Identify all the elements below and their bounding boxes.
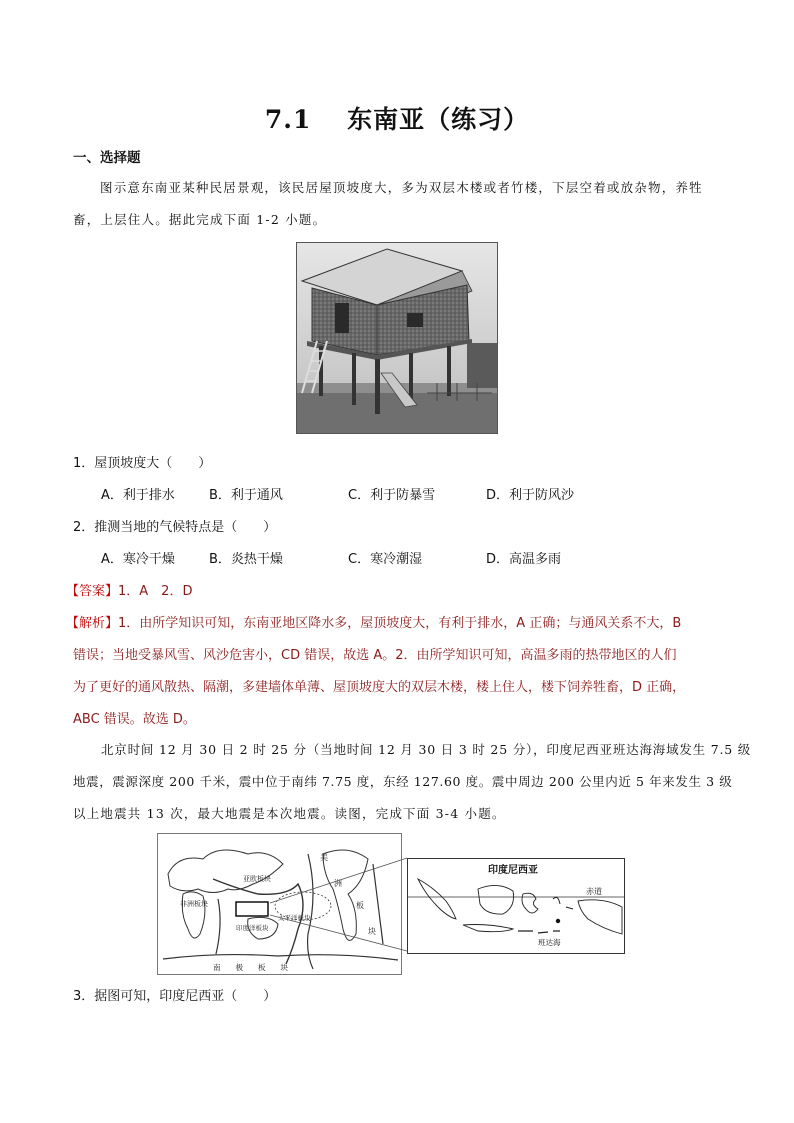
inset-map-title: 印度尼西亚 (488, 865, 538, 876)
question-3-stem: 3．据图可知，印度尼西亚（ ） (73, 989, 277, 1004)
question-2-option-b: B．炎热干燥 (209, 552, 283, 567)
analysis-line-1 (66, 612, 681, 631)
question-1-option-d: D．利于防风沙 (486, 488, 575, 503)
page-title: 7.1 东南亚（练习） (264, 105, 530, 134)
question-2-option-a: A．寒冷干燥 (101, 552, 175, 567)
label-antarctic-plate: 南 极 板 块 (213, 963, 288, 972)
question-1-stem: 1．屋顶坡度大（ ） (73, 456, 212, 471)
analysis-tag: 【解析】 (66, 616, 119, 631)
question-1-option-a: A．利于排水 (101, 488, 175, 503)
epicenter-marker (556, 919, 560, 923)
section-heading: 一、选择题 (73, 150, 141, 166)
indonesia-map-drawing (408, 859, 624, 953)
equator-label: 赤道 (586, 887, 602, 896)
indonesia-inset-map (407, 858, 625, 954)
label-pacific-plate: 太平洋板块 (278, 914, 311, 922)
analysis-line-2: 错误；当地受暴风雪、风沙危害小，CD 错误，故选 A。2．由所学知识可知，高温多雨的热带地区的人们 (73, 648, 677, 663)
label-america-1: 美 (320, 853, 328, 862)
intro-paragraph-1-line-2: 畜，上层住人。据此完成下面 1-2 小题。 (73, 212, 327, 227)
analysis-text-1: 1．由所学知识可知，东南亚地区降水多，屋顶坡度大，有利于排水，A 正确；与通风关系不大，B (118, 616, 682, 631)
question-2-stem: 2．推测当地的气候特点是（ ） (73, 520, 277, 535)
analysis-line-3: 为了更好的通风散热、隔潮，多建墙体单薄、屋顶坡度大的双层木楼，楼上住人，楼下饲养牲畜，D 正确， (73, 680, 686, 695)
label-indian-plate: 印度洋板块 (236, 924, 269, 932)
intro-paragraph-2-line-3: 以上地震共 13 次，最大地震是本次地震。读图，完成下面 3-4 小题。 (73, 806, 506, 821)
stilt-house-photo (296, 242, 498, 434)
question-2-option-c: C．寒冷潮湿 (348, 552, 423, 567)
label-block-char: 块 (368, 927, 376, 936)
answer-line (66, 580, 192, 599)
banda-sea-label: 班达海 (538, 938, 561, 947)
map-connector-lines (240, 855, 410, 955)
label-africa-plate: 非洲板块 (180, 900, 208, 908)
question-1-option-c: C．利于防暴雪 (348, 488, 436, 503)
stilt-house-illustration (297, 243, 497, 433)
analysis-line-4: ABC 错误。故选 D。 (73, 712, 196, 727)
intro-paragraph-1-line-1: 图示意东南亚某种民居景观，该民居屋顶坡度大，多为双层木楼或者竹楼，下层空着或放杂物，养牲 (100, 180, 703, 195)
label-plate-char: 板 (356, 901, 364, 910)
intro-paragraph-2-line-2: 地震，震源深度 200 千米，震中位于南纬 7.75 度，东经 127.60 度。震中周边 200 公里内近 5 年来发生 3 级 (73, 774, 733, 789)
answer-tag: 【答案】 (66, 584, 119, 599)
label-america-2: 洲 (334, 879, 342, 888)
label-eurasia-plate: 亚欧板块 (243, 875, 271, 883)
answer-text: 1．A 2．D (118, 584, 193, 599)
question-2-option-d: D．高温多雨 (486, 552, 562, 567)
intro-paragraph-2-line-1: 北京时间 12 月 30 日 2 时 25 分（当地时间 12 月 30 日 3 时 25 分），印度尼西亚班达海海域发生 7.5 级 (101, 742, 752, 757)
question-1-option-b: B．利于通风 (209, 488, 283, 503)
